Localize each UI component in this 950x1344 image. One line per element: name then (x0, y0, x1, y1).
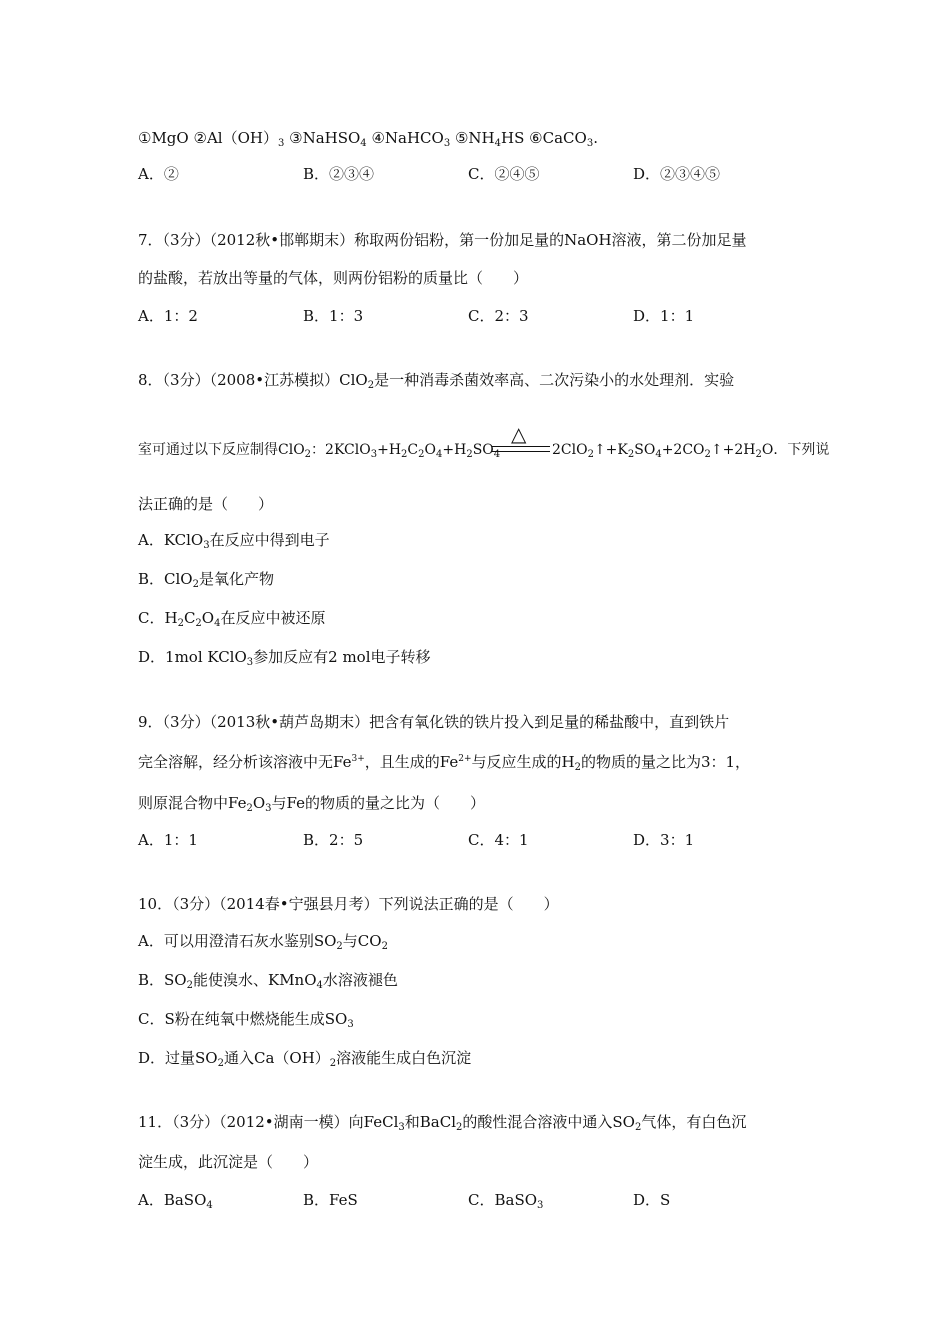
q8-option-c[interactable]: C．$H_2C_2O_4$在反应中被还原 (138, 609, 326, 629)
q8-stem-line3: 法正确的是（ ） (138, 495, 274, 513)
q11-option-d[interactable]: D．S (633, 1191, 671, 1209)
q10-option-b[interactable]: B．$SO_2$能使溴水、KMnO$_4$水溶液褪色 (138, 971, 398, 991)
q7-option-c[interactable]: C．2：3 (468, 307, 529, 325)
q7-option-a[interactable]: A．1：2 (138, 307, 198, 325)
q9-stem-line2: 完全溶解，经分析该溶液中无$Fe^{3+}$，且生成的$Fe^{2+}$与反应生成的$H_2$的物质的量之比为3：1， (138, 753, 751, 773)
equation-bar-top (492, 446, 550, 447)
heat-condition-symbol: △ (511, 422, 527, 446)
q9-option-c[interactable]: C．4：1 (468, 831, 529, 849)
q8-equation-left: 室可通过以下反应制得ClO$_2$：$2KClO_3+H_2C_2O_4+H_2SO_4$ (138, 442, 501, 460)
q6-option-c[interactable]: C．②④⑤ (468, 165, 540, 183)
q8-option-b[interactable]: B．ClO$_2$是氧化产物 (138, 570, 274, 590)
q9-option-b[interactable]: B．2：5 (303, 831, 364, 849)
q11-option-a[interactable]: A．BaSO$_4$ (138, 1191, 213, 1211)
q8-option-a[interactable]: A．KClO$_3$在反应中得到电子 (138, 531, 330, 551)
q10-stem: 10．（3分）（2014春•宁强县月考）下列说法正确的是（ ） (138, 895, 559, 913)
q10-option-a[interactable]: A．可以用澄清石灰水鉴别$SO_2$与$CO_2$ (138, 932, 388, 952)
q7-option-b[interactable]: B．1：3 (303, 307, 364, 325)
q9-option-a[interactable]: A．1：1 (138, 831, 198, 849)
equation-bar-bottom (492, 451, 550, 452)
q7-stem-line2: 的盐酸，若放出等量的气体，则两份铝粉的质量比（ ） (138, 269, 529, 287)
q8-equation-right: $2ClO_2↑+K_2SO_4+2CO_2↑+2H_2O$．下列说 (552, 442, 830, 460)
q7-stem-line1: 7．（3分）（2012秋•邯郸期末）称取两份铝粉，第一份加足量的NaOH溶液，第二份加足量 (138, 231, 747, 249)
q8-option-d[interactable]: D．1mol KClO$_3$参加反应有2 mol电子转移 (138, 648, 431, 668)
q10-option-d[interactable]: D．过量$SO_2$通入$Ca(OH)_2$溶液能生成白色沉淀 (138, 1049, 472, 1069)
q11-option-c[interactable]: C．BaSO$_3$ (468, 1191, 544, 1211)
q9-option-d[interactable]: D．3：1 (633, 831, 695, 849)
q6-option-d[interactable]: D．②③④⑤ (633, 165, 721, 183)
q6-option-a[interactable]: A．② (138, 165, 179, 183)
q11-option-b[interactable]: B．FeS (303, 1191, 358, 1209)
q11-stem-line1: 11．（3分）（2012•湖南一模）向FeCl$_3$和BaCl$_2$的酸性混合溶液中通入$SO_2$气体，有白色沉 (138, 1113, 747, 1133)
q6-items: ①MgO $②Al(OH)_3$ ③NaHSO$_4$ ④NaHCO$_3$ $⑤NH_4HS$ ⑥CaCO$_3$. (138, 129, 598, 149)
q9-stem-line1: 9．（3分）（2013秋•葫芦岛期末）把含有氧化铁的铁片投入到足量的稀盐酸中，直到铁片 (138, 713, 730, 731)
q10-option-c[interactable]: C．S粉在纯氧中燃烧能生成$SO_3$ (138, 1010, 354, 1030)
q6-option-b[interactable]: B．②③④ (303, 165, 375, 183)
q11-stem-line2: 淀生成，此沉淀是（ ） (138, 1153, 319, 1171)
q9-stem-line3: 则原混合物中$Fe_2O_3$与Fe的物质的量之比为（ ） (138, 794, 485, 814)
q8-stem-line1: 8．（3分）（2008•江苏模拟）ClO$_2$是一种消毒杀菌效率高、二次污染小的水处理剂．实验 (138, 371, 735, 391)
q7-option-d[interactable]: D．1：1 (633, 307, 695, 325)
